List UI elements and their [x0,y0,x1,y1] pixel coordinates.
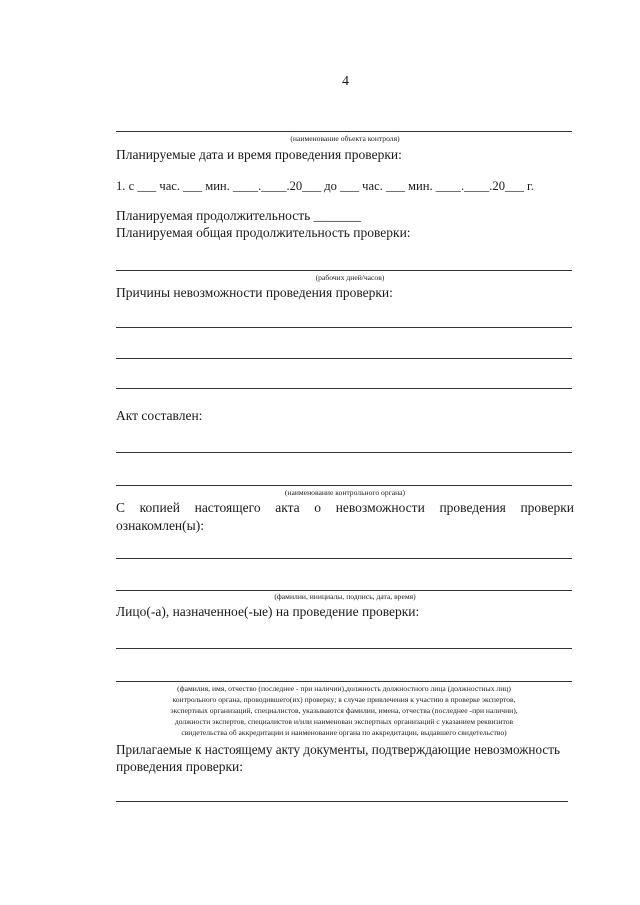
attached-line [116,801,568,802]
appointed-line-2 [116,681,572,682]
signature-caption: (фамилии, инициалы, подпись, дата, время) [274,592,416,601]
copy-word: невозможности [335,500,425,515]
appointed-label: Лицо(-а), назначенное(-ые) на проведение проверки: [116,604,420,619]
reasons-line-1 [116,327,572,328]
object-line [116,131,572,132]
act-line-2 [116,485,572,486]
control-body-caption: (наименование контрольного органа) [284,488,406,497]
attached-line-2: проведения проверки: [116,759,244,774]
copy-word: С [116,500,126,515]
reasons-line-2 [116,358,572,359]
copy-word: о [314,500,322,515]
days-hours-caption: (рабочих дней/часов) [315,273,385,282]
familiarized-line-1 [116,558,572,559]
footnote-line-5: свидетельства об аккредитации и наименование органа по аккредитации, выдавшего свидетельство) [181,728,507,737]
duration-line [116,270,572,271]
footnote-line-4: должности экспертов, специалистов и/или наименован экспертных организаций с указанием реквизитов [174,717,514,726]
familiarized-line-2 [116,590,572,591]
footnote-line-2: контрольного органа, проводившего(их) проверку; в случае привлечения к участию в проверке экспертов, [172,695,516,704]
copy-line-1 [116,500,574,516]
act-line-1 [116,452,572,453]
copy-line-2: ознакомлен(ы): [116,518,204,533]
footnote-line-1: (фамилия, имя, отчество (последнее - при наличии),должность должностного лица (должностных лиц) [177,684,511,693]
footnote-line-3: экспертных организаций, специалистов, указываются фамилии, имена, отчества (последнее -при наличии), [170,706,518,715]
reasons-label: Причины невозможности проведения проверки: [116,285,393,300]
page-number: 4 [342,74,349,89]
planned-total-duration: Планируемая общая продолжительность проверки: [116,225,411,240]
reasons-line-3 [116,388,572,389]
copy-word: копией [139,500,180,515]
datetime-line: 1. с ___ час. ___ мин. ____.____.20___ до ___ час. ___ мин. ____.____.20___ г. [116,179,534,193]
act-drawn-label: Акт составлен: [116,408,203,423]
copy-word: настоящего [194,500,261,515]
copy-word: проведения [439,500,506,515]
planned-datetime-label: Планируемые дата и время проведения проверки: [116,147,402,162]
attached-line-1: Прилагаемые к настоящему акту документы, подтверждающие невозможность [116,742,560,757]
copy-word: проверки [520,500,574,515]
object-caption: (наименование объекта контроля) [290,134,400,143]
copy-word: акта [275,500,300,515]
appointed-line-1 [116,648,572,649]
planned-duration: Планируемая продолжительность _______ [116,208,361,223]
